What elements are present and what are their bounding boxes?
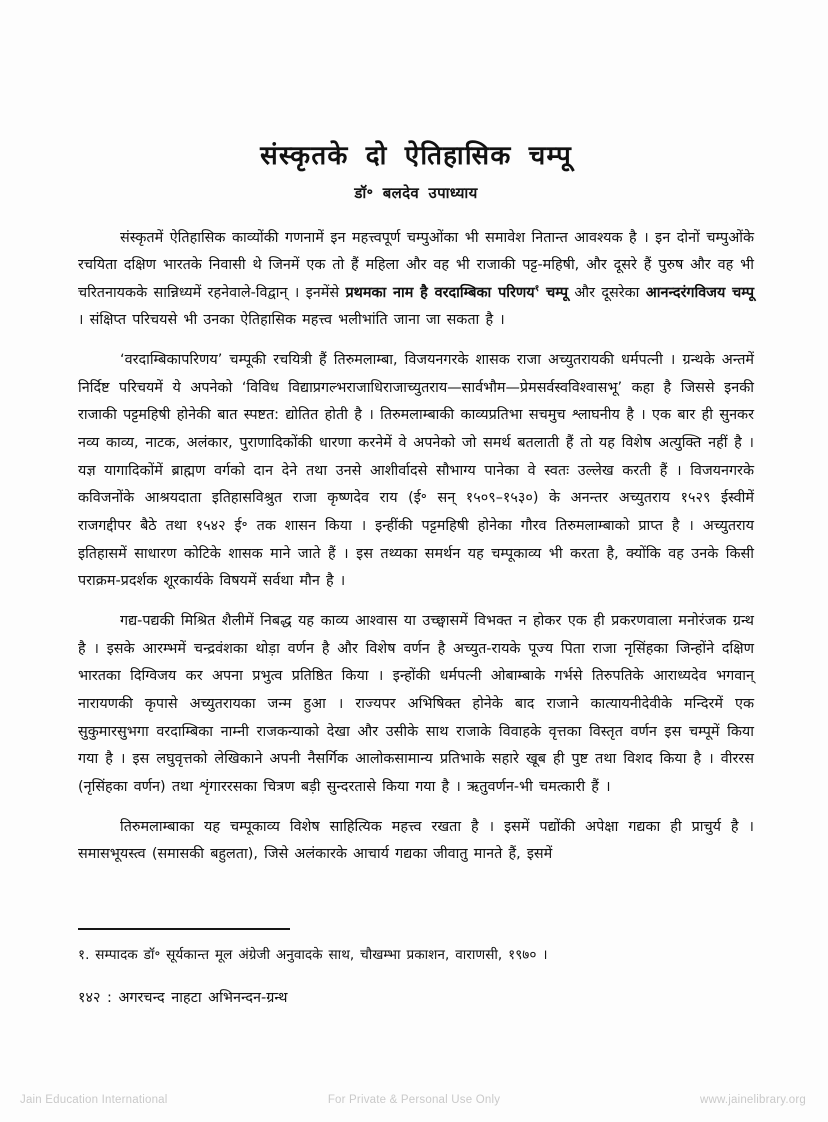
article-body	[78, 225, 754, 869]
bold-phrase-anandarangavijaya: आनन्दरंगविजय चम्पू	[645, 284, 754, 301]
author-byline: डॉ॰ बलदेव उपाध्याय	[354, 183, 478, 202]
bold-phrase-champu-1: चम्पू	[539, 284, 569, 301]
scan-footer-website[interactable]: www.jainelibrary.org	[699, 1094, 806, 1106]
page-content-column	[78, 0, 754, 869]
paragraph-1-part-b: और दूसरेका	[568, 284, 646, 301]
paragraph-1	[78, 225, 754, 336]
bold-phrase-varadambika: प्रथमका नाम है वरदाम्बिका परिणय	[345, 284, 535, 301]
paragraph-1-part-c: । संक्षिप्त परिचयसे भी उनका ऐतिहासिक महत्त्व भलीभांति जाना जा सकता है ।	[78, 312, 505, 329]
paragraph-4: तिरुमलाम्बाका यह चम्पूकाव्य विशेष साहित्यिक महत्त्व रखता है । इसमें पद्योंकी अपेक्षा गद्यका ही प्राचुर्य है । समासभूयस्त्व (समासकी बहुलता), जिसे अलंकारके आचार्य गद्यका जीवातु मानते हैं, इसमें	[78, 818, 754, 863]
paragraph-3: गद्य-पद्यकी मिश्रित शैलीमें निबद्ध यह काव्य आश्वास या उच्छ्वासमें विभक्त न होकर एक ही प्रकरणवाला मनोरंजक ग्रन्थ है । इसके आरम्भमें चन्द्रवंशका थोड़ा वर्णन है और विशेष वर्णन है अच्युत-रायके पूज्य पिता राजा नृसिंहका जिन्होंने दक्षिण भारतका दिग्विजय कर अपना प्रभुत्व प्रतिष्ठित किया । इन्होंकी धर्मपत्नी ओबाम्बाके गर्भसे तिरुपतिके आराध्यदेव भगवान् नारायणकी कृपासे अच्युतरायका जन्म हुआ । राज्यपर अभिषिक्त होनेके बाद राजाने कात्यायनीदेवीके मन्दिरमें एक सुकुमारसुभगा वरदाम्बिका नाम्नी राजकन्याको देखा और उसीके साथ राजाके विवाहके वृत्तका विस्तृत वर्णन इस चम्पूमें किया गया है । इस लघुवृत्तको लेखिकाने अपनी नैसर्गिक आलोकसामान्य प्रतिभाके सहारे खूब ही पुष्ट तथा विशद किया है । वीररस (नृसिंहका वर्णन) तथा शृंगाररसका चित्रण बड़ी सुन्दरतासे किया गया है । ऋतुवर्णन-भी चमत्कारी हैं ।	[78, 613, 754, 795]
footnote-entry-1: १. सम्पादक डॉ॰ सूर्यकान्त मूल अंग्रेजी अनुवादके साथ, चौखम्भा प्रकाशन, वाराणसी, १९७० ।	[78, 946, 548, 963]
scan-footer-usage-notice: For Private & Personal Use Only	[327, 1094, 501, 1106]
scan-footer-organization: Jain Education International	[20, 1094, 168, 1106]
footnote-zone	[78, 928, 754, 967]
scan-watermark-footer	[0, 1078, 828, 1122]
paragraph-2: ‘वरदाम्बिकापरिणय’ चम्पूकी रचयित्री हैं तिरुमलाम्बा, विजयनगरके शासक राजा अच्युतरायकी धर्मपत्नी । ग्रन्थके अन्तमें निर्दिष्ट परिचयमें ये अपनेको ‘विविध विद्याप्रगल्भराजाधिराजाच्युतराय—सार्वभौम—प्रेमसर्वस्वविश्वासभू’ कहा है जिससे इनकी राजाकी पट्टमहिषी होनेकी बात स्पष्टत: द्योतित होती है । तिरुमलाम्बाकी काव्यप्रतिभा सचमुच श्लाघनीय है । एक बार ही सुनकर नव्य काव्य, नाटक, अलंकार, पुराणादिकोंकी धारणा करनेमें वे अपनेको जो समर्थ बतलाती हैं तो यह विशेष अत्युक्ति नहीं है । यज्ञ यागादिकोंमें ब्राह्मण वर्गको दान देने तथा उनसे आशीर्वादसे सौभाग्य पानेका वे स्वतः उल्लेख करती हैं । विजयनगरके कविजनोंके आश्रयदाता इतिहासविश्रुत राजा कृष्णदेव राय (ई॰ सन् १५०९–१५३०) के अनन्तर अच्युतराय १५२९ ईस्वीमें राजगद्दीपर बैठे तथा १५४२ ई॰ तक शासन किया । इन्हींकी पट्टमहिषी होनेका गौरव तिरुमलाम्बाको प्राप्त है । अच्युतराय इतिहासमें साधारण कोटिके शासक माने जाते हैं । इस तथ्यका समर्थन यह चम्पूकाव्य भी करता है, क्योंकि वह उनके किसी पराक्रम-प्रदर्शक शूरकार्यके विषयमें सर्वथा मौन है ।	[78, 352, 754, 590]
page-folio: १४२ : अगरचन्द नाहटा अभिनन्दन-ग्रन्थ	[78, 990, 288, 1006]
title-block	[78, 0, 754, 203]
page-title: संस्कृतके दो ऐतिहासिक चम्पू	[260, 141, 572, 171]
paragraph-1-part-a: संस्कृतमें ऐतिहासिक काव्योंकी गणनामें इन महत्त्वपूर्ण चम्पुओंका भी समावेश नितान्त आवश्यक है । इन दोनों चम्पुओंके रचयिता दक्षिण भारतके निवासी थे जिनमें एक तो हैं महिला और वह भी राजाकी पट्ट-महिषी, और दूसरे हैं पुरुष और वह भी चरितनायकके सान्निध्यमें रहनेवाले-विद्वान् । इनमेंसे	[78, 229, 754, 301]
footnote-reference-1[interactable]: १	[534, 284, 540, 295]
footnote-separator-rule	[78, 928, 290, 930]
